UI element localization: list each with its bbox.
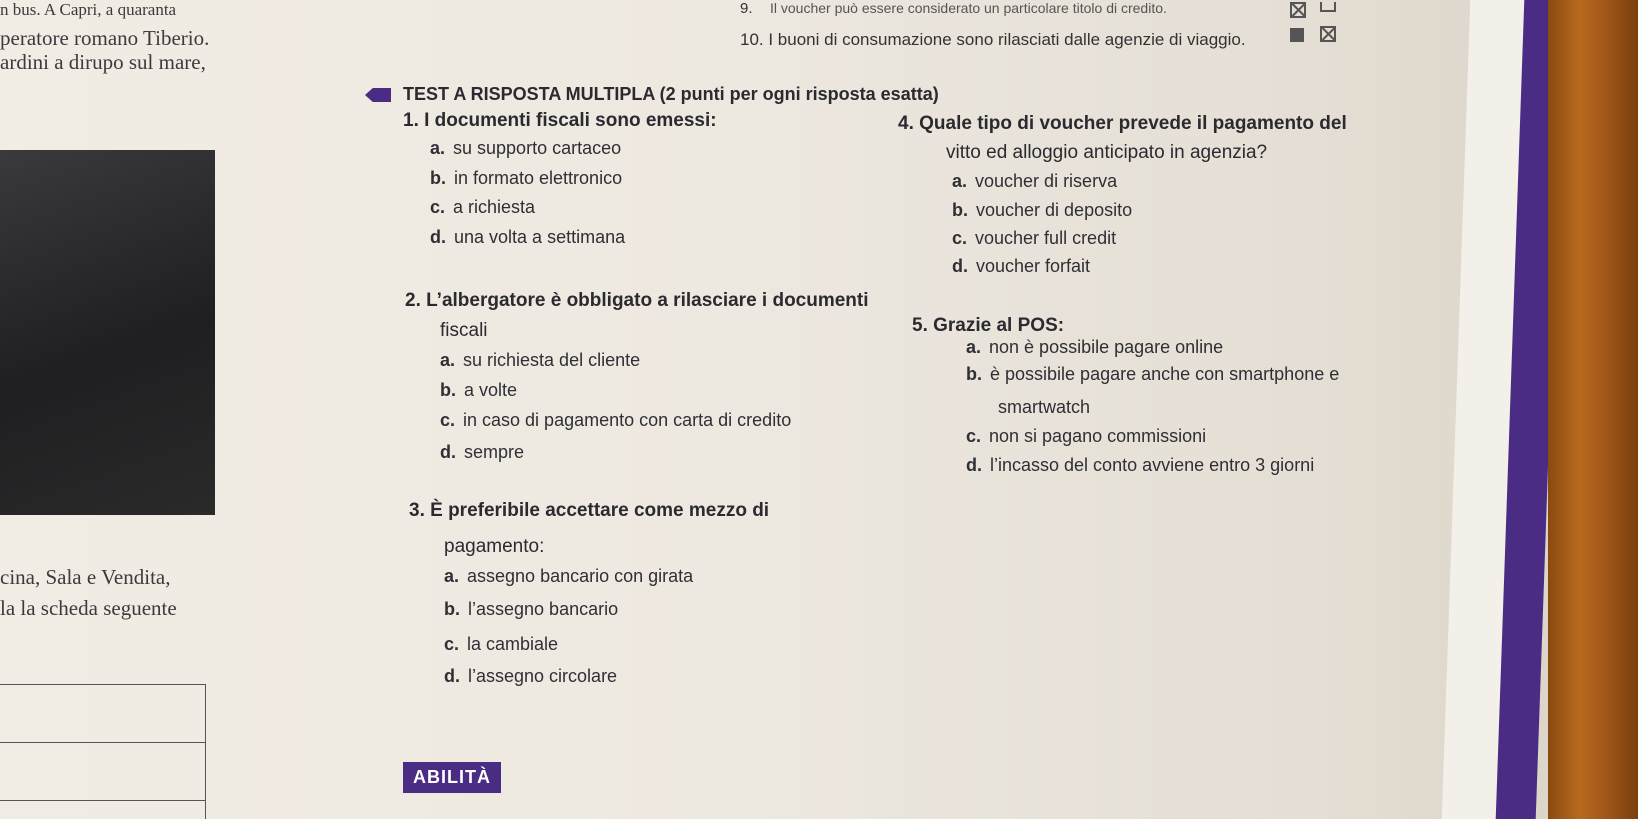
question-4-text-line-2: vitto ed alloggio anticipato in agenzia? <box>946 142 1268 163</box>
question-5-text: 5. Grazie al POS: <box>912 315 1065 336</box>
question-2-option-b[interactable]: b. a volte <box>440 380 518 400</box>
table-line <box>205 684 206 819</box>
table-line <box>0 800 206 801</box>
question-5-option-c[interactable]: c. non si pagano commissioni <box>966 426 1207 446</box>
question-5-option-b-line-2: smartwatch <box>998 397 1091 417</box>
left-text-line-2: peratore romano Tiberio. <box>0 26 210 50</box>
left-text-line-3: ardini a dirupo sul mare, <box>0 50 206 74</box>
question-2-text-line-1: 2. L’albergatore è obbligato a rilasciare i documenti <box>405 290 869 311</box>
question-4-option-c[interactable]: c. voucher full credit <box>952 228 1117 248</box>
question-1-option-c[interactable]: c. a richiesta <box>430 197 536 217</box>
left-photo <box>0 150 215 515</box>
q9-text: Il voucher può essere considerato un particolare titolo di credito. <box>770 0 1167 16</box>
question-5-option-b-line-1[interactable]: b. è possibile pagare anche con smartphone e <box>966 364 1340 384</box>
question-4-option-d[interactable]: d. voucher forfait <box>952 256 1091 276</box>
question-4-option-a[interactable]: a. voucher di riserva <box>952 171 1118 191</box>
question-3-text-line-1: 3. È preferibile accettare come mezzo di <box>409 500 770 521</box>
table-line <box>0 684 206 685</box>
question-2-option-d[interactable]: d. sempre <box>440 442 525 462</box>
q10-text: 10. I buoni di consumazione sono rilasciati dalle agenzie di viaggio. <box>740 30 1246 49</box>
section-title: TEST A RISPOSTA MULTIPLA (2 punti per ogni risposta esatta) <box>403 84 939 104</box>
question-3-option-a[interactable]: a. assegno bancario con girata <box>444 566 694 586</box>
question-3-option-b[interactable]: b. l’assegno bancario <box>444 599 619 619</box>
question-3-option-d[interactable]: d. l’assegno circolare <box>444 666 618 686</box>
question-1-option-b[interactable]: b. in formato elettronico <box>430 168 623 188</box>
abilita-section-label: ABILITÀ <box>403 762 501 793</box>
section-bullet-icon <box>365 88 391 102</box>
question-4-text-line-1: 4. Quale tipo di voucher prevede il pagamento del <box>898 113 1347 134</box>
wooden-table-background <box>1548 0 1638 819</box>
question-3-option-c[interactable]: c. la cambiale <box>444 634 559 654</box>
question-2-option-c[interactable]: c. in caso di pagamento con carta di credito <box>440 410 792 430</box>
question-1-option-a[interactable]: a. su supporto cartaceo <box>430 138 622 158</box>
table-line <box>0 742 206 743</box>
question-1-option-d[interactable]: d. una volta a settimana <box>430 227 626 247</box>
checkbox-false-crossed[interactable] <box>1320 26 1336 42</box>
question-5-option-d[interactable]: d. l’incasso del conto avviene entro 3 giorni <box>966 455 1315 475</box>
question-1-text: 1. I documenti fiscali sono emessi: <box>403 110 717 131</box>
left-text-line-1: n bus. A Capri, a quaranta <box>0 0 177 19</box>
question-2-text-line-2: fiscali <box>440 320 488 341</box>
left-text-line-5: la la scheda seguente <box>0 596 177 620</box>
question-3-text-line-2: pagamento: <box>444 536 545 557</box>
q9-number: 9. <box>740 0 753 17</box>
question-5-option-a[interactable]: a. non è possibile pagare online <box>966 337 1224 357</box>
question-2-option-a[interactable]: a. su richiesta del cliente <box>440 350 641 370</box>
checkbox-false-crossed[interactable] <box>1290 2 1306 18</box>
checkbox-true[interactable] <box>1320 2 1336 12</box>
left-text-line-4: cina, Sala e Vendita, <box>0 565 171 589</box>
question-4-option-b[interactable]: b. voucher di deposito <box>952 200 1133 220</box>
checkbox-true-filled[interactable] <box>1290 28 1304 42</box>
